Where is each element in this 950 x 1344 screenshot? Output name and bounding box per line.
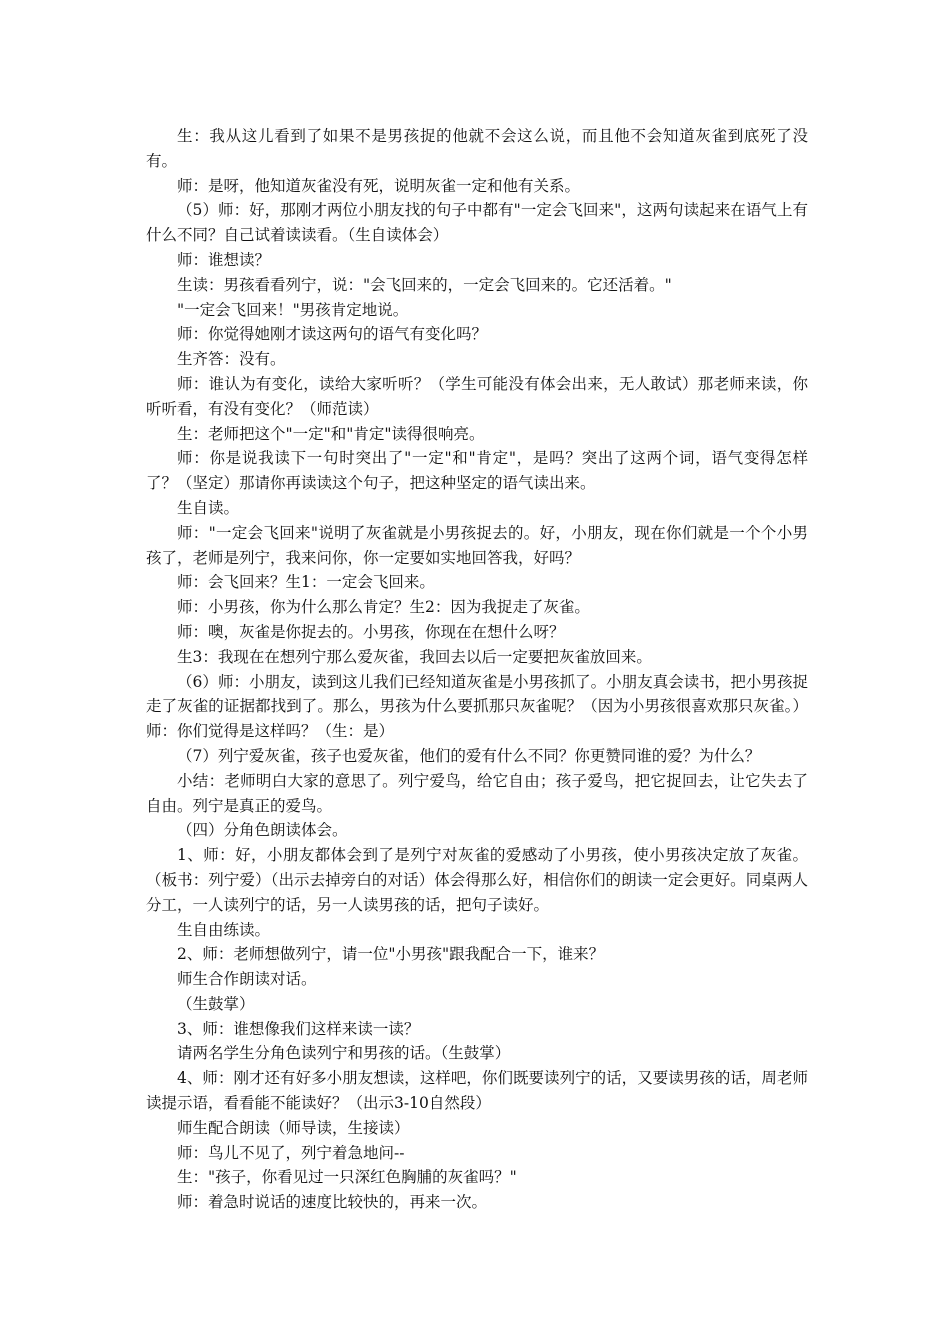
paragraph: 生自读。: [177, 498, 240, 517]
paragraph: 生齐答：没有。: [177, 350, 286, 369]
paragraph: 师：着急时说话的速度比较快的，再来一次。: [177, 1193, 488, 1212]
paragraph: 小结：老师明白大家的意思了。列宁爱鸟，给它自由；孩子爱鸟，把它捉回去，让它失去了自由。列宁是真正的爱鸟。: [146, 771, 808, 815]
paragraph: 师：你觉得她刚才读这两句的语气有变化吗？: [177, 325, 488, 344]
paragraph: 生3：我现在在想列宁那么爱灰雀，我回去以后一定要把灰雀放回来。: [177, 647, 652, 666]
paragraph: 师生配合朗读（师导读，生接读）: [177, 1118, 410, 1137]
paragraph: 师：小男孩，你为什么那么肯定？生2：因为我捉走了灰雀。: [177, 598, 590, 617]
paragraph: "一定会飞回来！"男孩肯定地说。: [177, 300, 409, 319]
paragraph: 生：我从这儿看到了如果不是男孩捉的他就不会这么说，而且他不会知道灰雀到底死了没有。: [146, 127, 808, 170]
paragraph: 生自由练读。: [177, 920, 271, 939]
paragraph: 师：会飞回来？生1：一定会飞回来。: [177, 573, 435, 592]
paragraph: 师：鸟儿不见了，列宁着急地问--: [177, 1143, 405, 1162]
paragraph: 生："孩子，你看见过一只深红色胸脯的灰雀吗？": [177, 1168, 517, 1187]
paragraph: 师：谁想读？: [177, 250, 271, 269]
document-body: [146, 124, 808, 1215]
paragraph: 生：老师把这个"一定"和"肯定"读得很响亮。: [177, 424, 485, 443]
paragraph: 师：是呀，他知道灰雀没有死，说明灰雀一定和他有关系。: [177, 176, 581, 195]
paragraph: 请两名学生分角色读列宁和男孩的话。（生鼓掌）: [177, 1044, 511, 1063]
paragraph: 师："一定会飞回来"说明了灰雀就是小男孩捉去的。好，小朋友，现在你们就是一个个小男孩了，老师是列宁，我来问你，你一定要如实地回答我，好吗？: [146, 523, 808, 567]
paragraph: 生读：男孩看看列宁，说："会飞回来的，一定会飞回来的。它还活着。": [177, 275, 672, 294]
paragraph: 2、师：老师想做列宁，请一位"小男孩"跟我配合一下，谁来？: [177, 945, 605, 964]
paragraph: 师：噢，灰雀是你捉去的。小男孩，你现在在想什么呀？: [177, 622, 565, 641]
paragraph: （6）师：小朋友，读到这儿我们已经知道灰雀是小男孩抓了。小朋友真会读书，把小男孩捉走了灰雀的证据都找到了。那么，男孩为什么要抓那只灰雀呢？（因为小男孩很喜欢那只灰雀。）师：你们觉得是这样吗？（生：是）: [146, 672, 808, 741]
paragraph: （5）师：好，那刚才两位小朋友找的句子中都有"一定会飞回来"，这两句读起来在语气上有什么不同？自己试着读读看。（生自读体会）: [146, 201, 808, 245]
paragraph: 3、师：谁想像我们这样来读一读？: [177, 1019, 420, 1038]
paragraph: 1、师：好，小朋友都体会到了是列宁对灰雀的爱感动了小男孩，使小男孩决定放了灰雀。（板书：列宁爱）（出示去掉旁白的对话）体会得那么好，相信你们的朗读一定会更好。同桌两人分工，一人读列宁的话，另一人读男孩的话，把句子读好。: [146, 846, 808, 914]
paragraph: 师：你是说我读下一句时突出了"一定"和"肯定"，是吗？突出了这两个词，语气变得怎样了？（坚定）那请你再读读这个句子，把这种坚定的语气读出来。: [146, 449, 808, 493]
paragraph: （生鼓掌）: [177, 994, 255, 1013]
paragraph: 4、师：刚才还有好多小朋友想读，这样吧，你们既要读列宁的话，又要读男孩的话，周老师读提示语，看看能不能读好？（出示3-10自然段）: [146, 1069, 808, 1113]
paragraph: 师生合作朗读对话。: [177, 970, 317, 989]
paragraph: 师：谁认为有变化，读给大家听听？（学生可能没有体会出来，无人敢试）那老师来读，你听听看，有没有变化？（师范读）: [146, 374, 808, 418]
section-heading: （四）分角色朗读体会。: [177, 821, 348, 840]
paragraph: （7）列宁爱灰雀，孩子也爱灰雀，他们的爱有什么不同？你更赞同谁的爱？为什么？: [177, 746, 761, 765]
